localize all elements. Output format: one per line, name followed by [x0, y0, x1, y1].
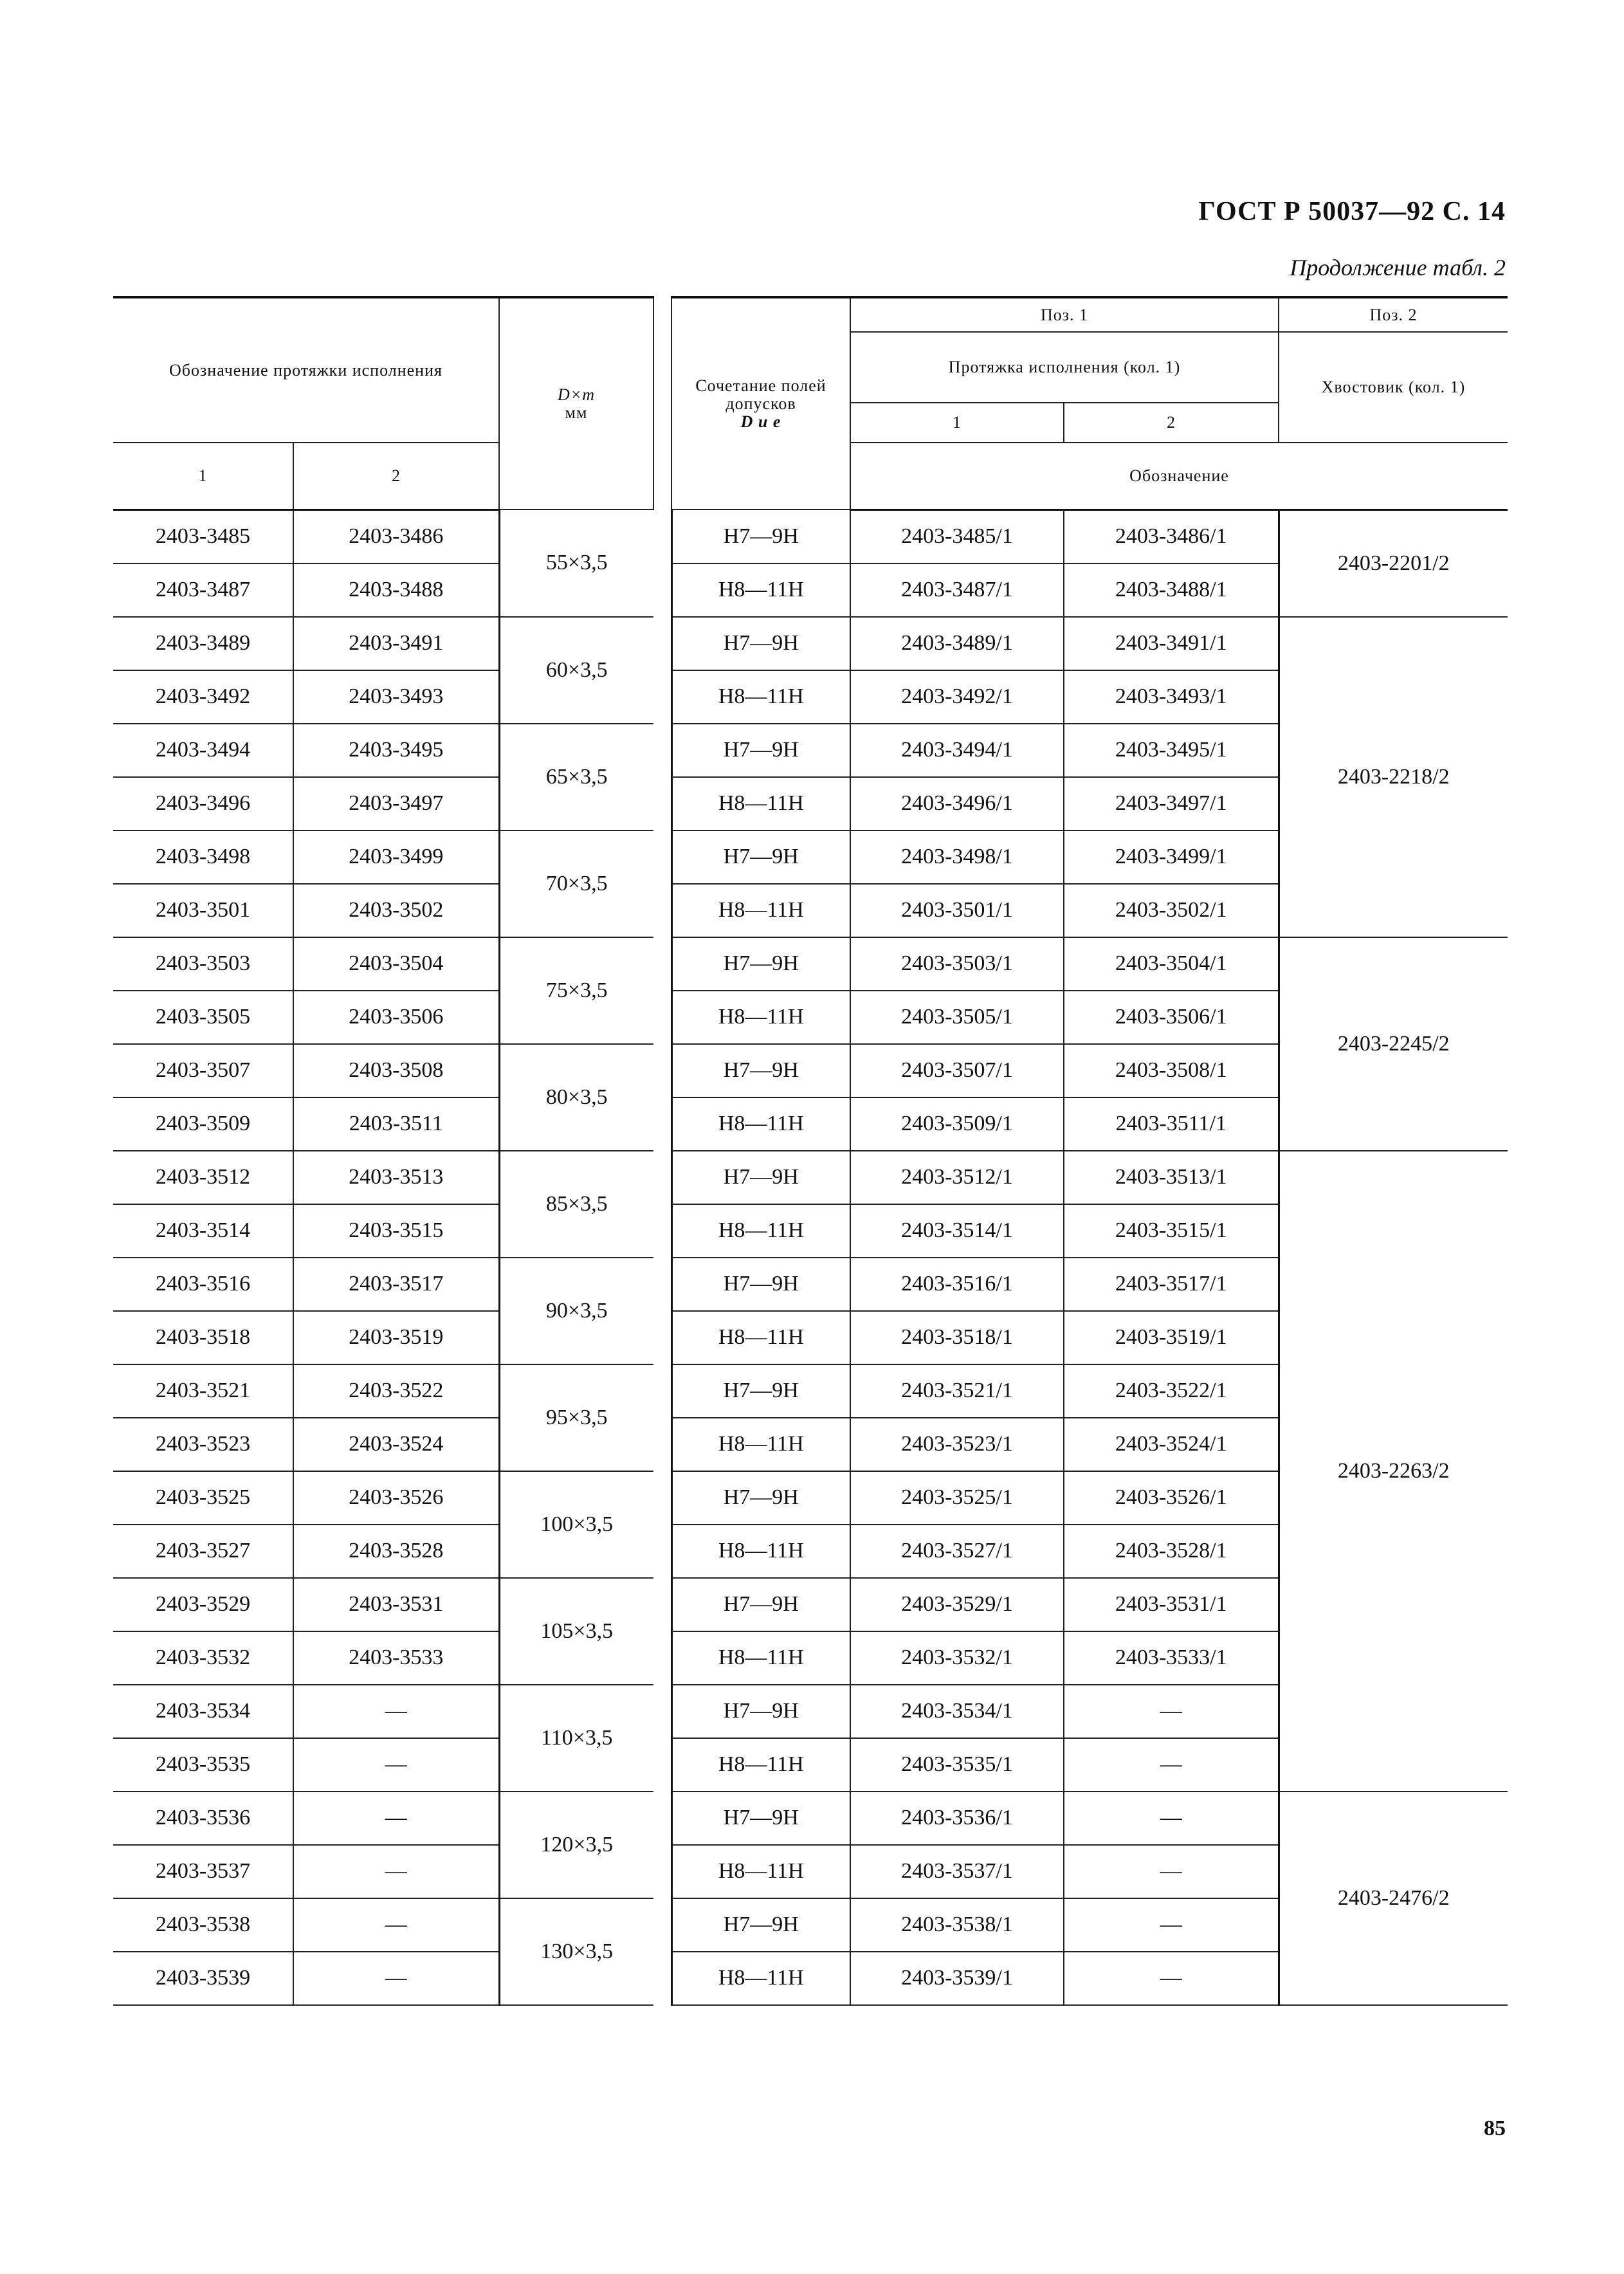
cell-designation-1: 2403-3532: [113, 1631, 293, 1685]
cell-fit: H8—11H: [671, 1631, 850, 1685]
header-dxm-symbol: D×m: [557, 385, 596, 404]
cell-gap: [653, 1898, 671, 2005]
cell-gap: [653, 1258, 671, 1364]
cell-dxm: 105×3,5: [499, 1578, 653, 1685]
cell-broach-2: 2403-3522/1: [1064, 1364, 1279, 1418]
cell-designation-2: 2403-3519: [293, 1311, 499, 1364]
header-pos2: Поз. 2: [1279, 297, 1508, 332]
table-row: [113, 937, 1508, 991]
header-col-1: 1: [113, 443, 293, 509]
cell-fit: H7—9H: [671, 830, 850, 884]
cell-designation-1: 2403-3496: [113, 777, 293, 830]
header-fits-sub: D и е: [740, 412, 781, 431]
cell-gap: [653, 1792, 671, 1898]
header-designation: Обозначение протяжки исполнения: [113, 297, 499, 443]
cell-gap: [653, 509, 671, 617]
cell-shank: 2403-2263/2: [1279, 1151, 1508, 1792]
cell-gap: [653, 830, 671, 937]
cell-fit: H7—9H: [671, 1471, 850, 1525]
cell-broach-1: 2403-3536/1: [850, 1792, 1064, 1845]
cell-designation-1: 2403-3518: [113, 1311, 293, 1364]
cell-shank: 2403-2245/2: [1279, 937, 1508, 1151]
cell-designation-1: 2403-3501: [113, 884, 293, 937]
cell-designation-2: 2403-3493: [293, 670, 499, 724]
cell-fit: H7—9H: [671, 1151, 850, 1204]
document-title: ГОСТ Р 50037—92 С. 14: [1198, 197, 1506, 226]
cell-broach-1: 2403-3523/1: [850, 1418, 1064, 1471]
cell-designation-2: 2403-3495: [293, 724, 499, 777]
cell-broach-1: 2403-3518/1: [850, 1311, 1064, 1364]
cell-designation-2: 2403-3491: [293, 617, 499, 670]
cell-dxm: 100×3,5: [499, 1471, 653, 1578]
cell-dxm: 80×3,5: [499, 1044, 653, 1151]
cell-fit: H7—9H: [671, 1578, 850, 1631]
header-subcol-2: 2: [1064, 403, 1279, 443]
cell-designation-1: 2403-3507: [113, 1044, 293, 1097]
cell-designation-2: 2403-3533: [293, 1631, 499, 1685]
cell-designation-1: 2403-3525: [113, 1471, 293, 1525]
cell-designation-1: 2403-3538: [113, 1898, 293, 1952]
cell-gap: [653, 1364, 671, 1471]
cell-designation-2: 2403-3508: [293, 1044, 499, 1097]
cell-broach-1: 2403-3507/1: [850, 1044, 1064, 1097]
header-designation-2: Обозначение: [850, 443, 1508, 509]
header-pos1: Поз. 1: [850, 297, 1279, 332]
cell-fit: H8—11H: [671, 884, 850, 937]
cell-dxm: 130×3,5: [499, 1898, 653, 2005]
cell-designation-2: 2403-3526: [293, 1471, 499, 1525]
cell-fit: H8—11H: [671, 1738, 850, 1792]
cell-broach-2: 2403-3526/1: [1064, 1471, 1279, 1525]
cell-broach-1: 2403-3485/1: [850, 509, 1064, 564]
cell-broach-1: 2403-3498/1: [850, 830, 1064, 884]
cell-broach-2: 2403-3511/1: [1064, 1097, 1279, 1151]
header-gap: [653, 297, 671, 509]
cell-designation-1: 2403-3527: [113, 1525, 293, 1578]
header-shank: Хвостовик (кол. 1): [1279, 332, 1508, 443]
header-fits-label: Сочетание полей допусков: [695, 376, 826, 413]
cell-fit: H8—11H: [671, 1311, 850, 1364]
header-subcol-1: 1: [850, 403, 1064, 443]
cell-dxm: 90×3,5: [499, 1258, 653, 1364]
cell-broach-1: 2403-3525/1: [850, 1471, 1064, 1525]
cell-designation-2: 2403-3524: [293, 1418, 499, 1471]
cell-broach-2: 2403-3528/1: [1064, 1525, 1279, 1578]
cell-designation-2: 2403-3528: [293, 1525, 499, 1578]
cell-designation-2: —: [293, 1845, 499, 1898]
cell-broach-2: 2403-3515/1: [1064, 1204, 1279, 1258]
cell-broach-2: 2403-3493/1: [1064, 670, 1279, 724]
cell-designation-1: 2403-3537: [113, 1845, 293, 1898]
cell-designation-2: 2403-3504: [293, 937, 499, 991]
cell-fit: H8—11H: [671, 564, 850, 617]
table-row: [113, 509, 1508, 564]
cell-fit: H7—9H: [671, 1364, 850, 1418]
cell-broach-2: 2403-3519/1: [1064, 1311, 1279, 1364]
cell-broach-1: 2403-3537/1: [850, 1845, 1064, 1898]
cell-fit: H7—9H: [671, 617, 850, 670]
cell-designation-1: 2403-3512: [113, 1151, 293, 1204]
cell-broach-1: 2403-3532/1: [850, 1631, 1064, 1685]
cell-fit: H7—9H: [671, 1258, 850, 1311]
cell-broach-1: 2403-3516/1: [850, 1258, 1064, 1311]
cell-fit: H7—9H: [671, 1685, 850, 1738]
cell-fit: H8—11H: [671, 1097, 850, 1151]
cell-fit: H8—11H: [671, 1525, 850, 1578]
table-row: [113, 1151, 1508, 1204]
cell-dxm: 120×3,5: [499, 1792, 653, 1898]
cell-dxm: 95×3,5: [499, 1364, 653, 1471]
cell-designation-1: 2403-3523: [113, 1418, 293, 1471]
cell-fit: H7—9H: [671, 1898, 850, 1952]
cell-broach-2: —: [1064, 1952, 1279, 2005]
cell-designation-2: —: [293, 1792, 499, 1845]
cell-gap: [653, 937, 671, 1044]
cell-broach-2: 2403-3524/1: [1064, 1418, 1279, 1471]
cell-designation-2: —: [293, 1685, 499, 1738]
cell-designation-1: 2403-3509: [113, 1097, 293, 1151]
cell-broach-2: —: [1064, 1738, 1279, 1792]
cell-broach-2: —: [1064, 1845, 1279, 1898]
cell-dxm: 110×3,5: [499, 1685, 653, 1792]
cell-broach-1: 2403-3503/1: [850, 937, 1064, 991]
cell-fit: H7—9H: [671, 1044, 850, 1097]
cell-gap: [653, 724, 671, 830]
cell-broach-1: 2403-3521/1: [850, 1364, 1064, 1418]
cell-designation-2: 2403-3486: [293, 509, 499, 564]
cell-broach-1: 2403-3529/1: [850, 1578, 1064, 1631]
cell-fit: H7—9H: [671, 937, 850, 991]
header-col-2: 2: [293, 443, 499, 509]
cell-gap: [653, 1685, 671, 1792]
cell-designation-2: 2403-3513: [293, 1151, 499, 1204]
cell-broach-2: 2403-3495/1: [1064, 724, 1279, 777]
cell-fit: H8—11H: [671, 1952, 850, 2005]
cell-designation-1: 2403-3487: [113, 564, 293, 617]
cell-designation-1: 2403-3498: [113, 830, 293, 884]
cell-designation-1: 2403-3535: [113, 1738, 293, 1792]
broach-table: [113, 296, 1508, 2006]
cell-fit: H7—9H: [671, 724, 850, 777]
cell-broach-2: 2403-3508/1: [1064, 1044, 1279, 1097]
cell-designation-2: —: [293, 1738, 499, 1792]
cell-fit: H8—11H: [671, 670, 850, 724]
cell-designation-2: 2403-3515: [293, 1204, 499, 1258]
cell-broach-2: 2403-3491/1: [1064, 617, 1279, 670]
cell-shank: 2403-2201/2: [1279, 509, 1508, 617]
table-body: [113, 509, 1508, 2005]
cell-broach-2: 2403-3486/1: [1064, 509, 1279, 564]
cell-dxm: 85×3,5: [499, 1151, 653, 1258]
cell-gap: [653, 1044, 671, 1151]
cell-designation-2: —: [293, 1898, 499, 1952]
cell-broach-1: 2403-3539/1: [850, 1952, 1064, 2005]
header-fits: [671, 297, 850, 509]
cell-designation-2: 2403-3488: [293, 564, 499, 617]
cell-designation-1: 2403-3521: [113, 1364, 293, 1418]
table-row: [113, 1792, 1508, 1845]
cell-broach-2: 2403-3531/1: [1064, 1578, 1279, 1631]
cell-broach-1: 2403-3489/1: [850, 617, 1064, 670]
cell-designation-2: 2403-3502: [293, 884, 499, 937]
cell-broach-1: 2403-3535/1: [850, 1738, 1064, 1792]
cell-broach-2: 2403-3502/1: [1064, 884, 1279, 937]
cell-designation-2: 2403-3517: [293, 1258, 499, 1311]
cell-designation-2: —: [293, 1952, 499, 2005]
cell-designation-1: 2403-3505: [113, 991, 293, 1044]
header-dxm-unit: мм: [565, 403, 588, 422]
cell-fit: H7—9H: [671, 509, 850, 564]
cell-designation-1: 2403-3494: [113, 724, 293, 777]
cell-designation-1: 2403-3492: [113, 670, 293, 724]
cell-designation-1: 2403-3539: [113, 1952, 293, 2005]
cell-fit: H8—11H: [671, 777, 850, 830]
cell-broach-1: 2403-3514/1: [850, 1204, 1064, 1258]
cell-broach-1: 2403-3501/1: [850, 884, 1064, 937]
cell-dxm: 65×3,5: [499, 724, 653, 830]
cell-designation-1: 2403-3534: [113, 1685, 293, 1738]
cell-designation-1: 2403-3489: [113, 617, 293, 670]
cell-gap: [653, 1471, 671, 1578]
cell-broach-2: 2403-3506/1: [1064, 991, 1279, 1044]
cell-broach-2: 2403-3504/1: [1064, 937, 1279, 991]
cell-fit: H8—11H: [671, 1845, 850, 1898]
cell-designation-1: 2403-3514: [113, 1204, 293, 1258]
table-row: [113, 617, 1508, 670]
cell-broach-1: 2403-3505/1: [850, 991, 1064, 1044]
cell-broach-1: 2403-3492/1: [850, 670, 1064, 724]
cell-gap: [653, 1578, 671, 1685]
cell-designation-1: 2403-3485: [113, 509, 293, 564]
cell-designation-1: 2403-3536: [113, 1792, 293, 1845]
cell-broach-2: —: [1064, 1685, 1279, 1738]
cell-dxm: 60×3,5: [499, 617, 653, 724]
cell-gap: [653, 617, 671, 724]
cell-broach-2: 2403-3488/1: [1064, 564, 1279, 617]
cell-fit: H8—11H: [671, 1418, 850, 1471]
cell-dxm: 75×3,5: [499, 937, 653, 1044]
cell-broach-2: 2403-3497/1: [1064, 777, 1279, 830]
cell-designation-2: 2403-3531: [293, 1578, 499, 1631]
cell-broach-2: 2403-3499/1: [1064, 830, 1279, 884]
cell-shank: 2403-2476/2: [1279, 1792, 1508, 2005]
cell-designation-1: 2403-3516: [113, 1258, 293, 1311]
cell-designation-2: 2403-3522: [293, 1364, 499, 1418]
cell-fit: H8—11H: [671, 1204, 850, 1258]
cell-broach-2: —: [1064, 1792, 1279, 1845]
cell-fit: H8—11H: [671, 991, 850, 1044]
cell-broach-2: 2403-3533/1: [1064, 1631, 1279, 1685]
page-number: 85: [1484, 2116, 1506, 2140]
cell-designation-2: 2403-3497: [293, 777, 499, 830]
cell-broach-1: 2403-3527/1: [850, 1525, 1064, 1578]
cell-broach-1: 2403-3509/1: [850, 1097, 1064, 1151]
cell-designation-1: 2403-3529: [113, 1578, 293, 1631]
cell-broach-2: —: [1064, 1898, 1279, 1952]
cell-designation-2: 2403-3511: [293, 1097, 499, 1151]
cell-fit: H7—9H: [671, 1792, 850, 1845]
cell-broach-1: 2403-3496/1: [850, 777, 1064, 830]
header-broach: Протяжка исполнения (кол. 1): [850, 332, 1279, 403]
cell-broach-1: 2403-3487/1: [850, 564, 1064, 617]
cell-designation-2: 2403-3506: [293, 991, 499, 1044]
cell-gap: [653, 1151, 671, 1258]
cell-broach-1: 2403-3494/1: [850, 724, 1064, 777]
cell-broach-1: 2403-3534/1: [850, 1685, 1064, 1738]
cell-shank: 2403-2218/2: [1279, 617, 1508, 937]
cell-broach-2: 2403-3517/1: [1064, 1258, 1279, 1311]
cell-designation-1: 2403-3503: [113, 937, 293, 991]
cell-designation-2: 2403-3499: [293, 830, 499, 884]
header-dxm: [499, 297, 653, 509]
cell-broach-1: 2403-3512/1: [850, 1151, 1064, 1204]
cell-broach-2: 2403-3513/1: [1064, 1151, 1279, 1204]
cell-dxm: 55×3,5: [499, 509, 653, 617]
table-continuation-note: Продолжение табл. 2: [1290, 255, 1506, 280]
cell-dxm: 70×3,5: [499, 830, 653, 937]
cell-broach-1: 2403-3538/1: [850, 1898, 1064, 1952]
